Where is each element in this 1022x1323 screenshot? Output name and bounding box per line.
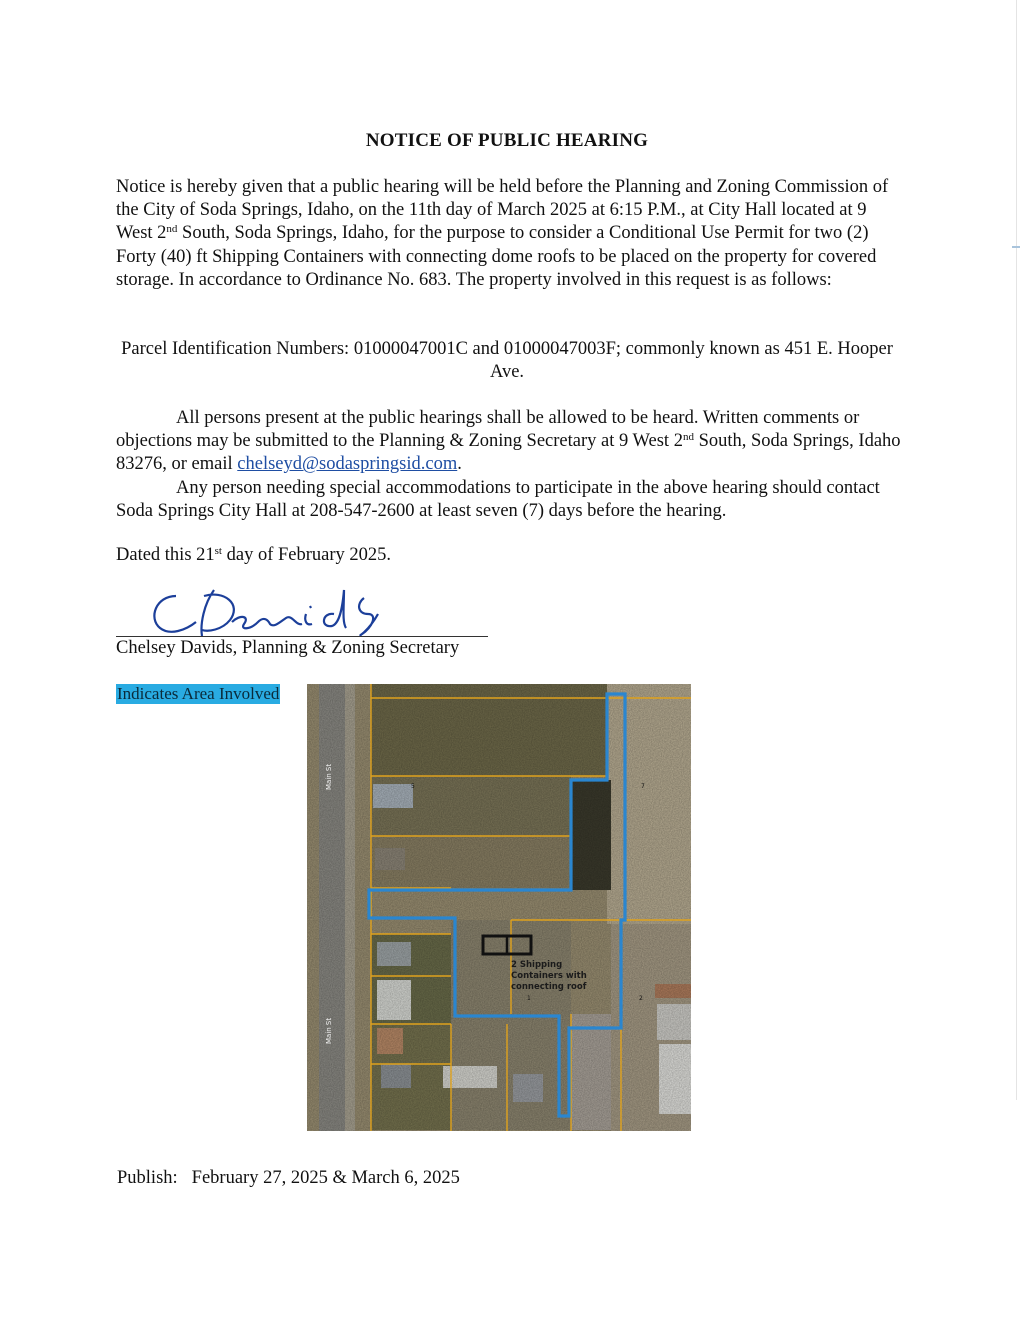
accommodations-text: Any person needing special accommodations to participate in the above hearing should contact Soda Springs City Hall at 208-547-2600 at least seven (7) days before the hearing. bbox=[116, 478, 880, 522]
annotation-line-2: Containers with bbox=[511, 971, 587, 981]
annotation-line-1: 2 Shipping bbox=[511, 960, 563, 970]
notice-title: NOTICE OF PUBLIC HEARING bbox=[365, 130, 649, 151]
parcel-number-7: 7 bbox=[641, 783, 645, 790]
publish-label: Publish: bbox=[117, 1168, 178, 1188]
scan-mark bbox=[1012, 246, 1020, 248]
comments-text-2: South, Soda Springs, Idaho 83276, or email bbox=[116, 431, 901, 475]
handwritten-signature bbox=[146, 584, 396, 640]
street-label-top: Main St bbox=[325, 763, 333, 790]
dated-sup: st bbox=[214, 545, 222, 557]
comments-text-3: . bbox=[457, 454, 462, 475]
parcel-number-1: 1 bbox=[527, 995, 531, 1002]
aerial-map bbox=[307, 684, 691, 1131]
intro-text-2: South, Soda Springs, Idaho, for the purpose to consider a Conditional Use Permit for two (2) Forty (40) ft Shipping Containers with connecting dome roofs to be placed on the property for covered storage. In accordance to Ordinance No. 683. The property involved in this request is as follows: bbox=[116, 223, 877, 290]
dated-line bbox=[116, 545, 391, 566]
signature-line bbox=[116, 636, 488, 637]
email-link[interactable]: chelseyd@sodaspringsid.com bbox=[237, 454, 458, 475]
street-label-bottom: Main St bbox=[325, 1017, 333, 1044]
parcel-number-5: 5 bbox=[411, 783, 415, 790]
scan-edge bbox=[1016, 0, 1017, 1100]
signer-name: Chelsey Davids, Planning & Zoning Secretary bbox=[116, 638, 460, 658]
dated-text-1: Dated this 21 bbox=[116, 545, 215, 565]
comments-text-1: All persons present at the public hearings shall be allowed to be heard. Written comments or objections may be submitted to the Planning & Zoning Secretary at 9 West 2 bbox=[116, 408, 860, 452]
publish-dates: February 27, 2025 & March 6, 2025 bbox=[191, 1168, 460, 1188]
parcel-number-2: 2 bbox=[639, 995, 643, 1002]
intro-sup: nd bbox=[166, 223, 178, 236]
dated-text-2: day of February 2025. bbox=[222, 545, 392, 565]
legend-highlight: Indicates Area Involved bbox=[117, 684, 280, 703]
comments-sup: nd bbox=[682, 431, 694, 444]
intro-text-1: Notice is hereby given that a public hearing will be held before the Planning and Zoning Commission of the City of Soda Springs, Idaho, on the 11th day of March 2025 at 6:15 P.M., at City Hall located at 9 West 2 bbox=[116, 177, 889, 244]
parcel-paragraph: Parcel Identification Numbers: 01000047001C and 01000047003F; commonly known as 451 E. Hooper Ave. bbox=[121, 339, 893, 383]
comments-paragraph bbox=[116, 407, 906, 477]
accommodations-paragraph bbox=[116, 477, 906, 523]
intro-paragraph bbox=[116, 176, 906, 292]
map-grain bbox=[307, 684, 691, 1131]
annotation-line-3: connecting roof bbox=[511, 982, 587, 992]
publish-line bbox=[117, 1168, 460, 1189]
